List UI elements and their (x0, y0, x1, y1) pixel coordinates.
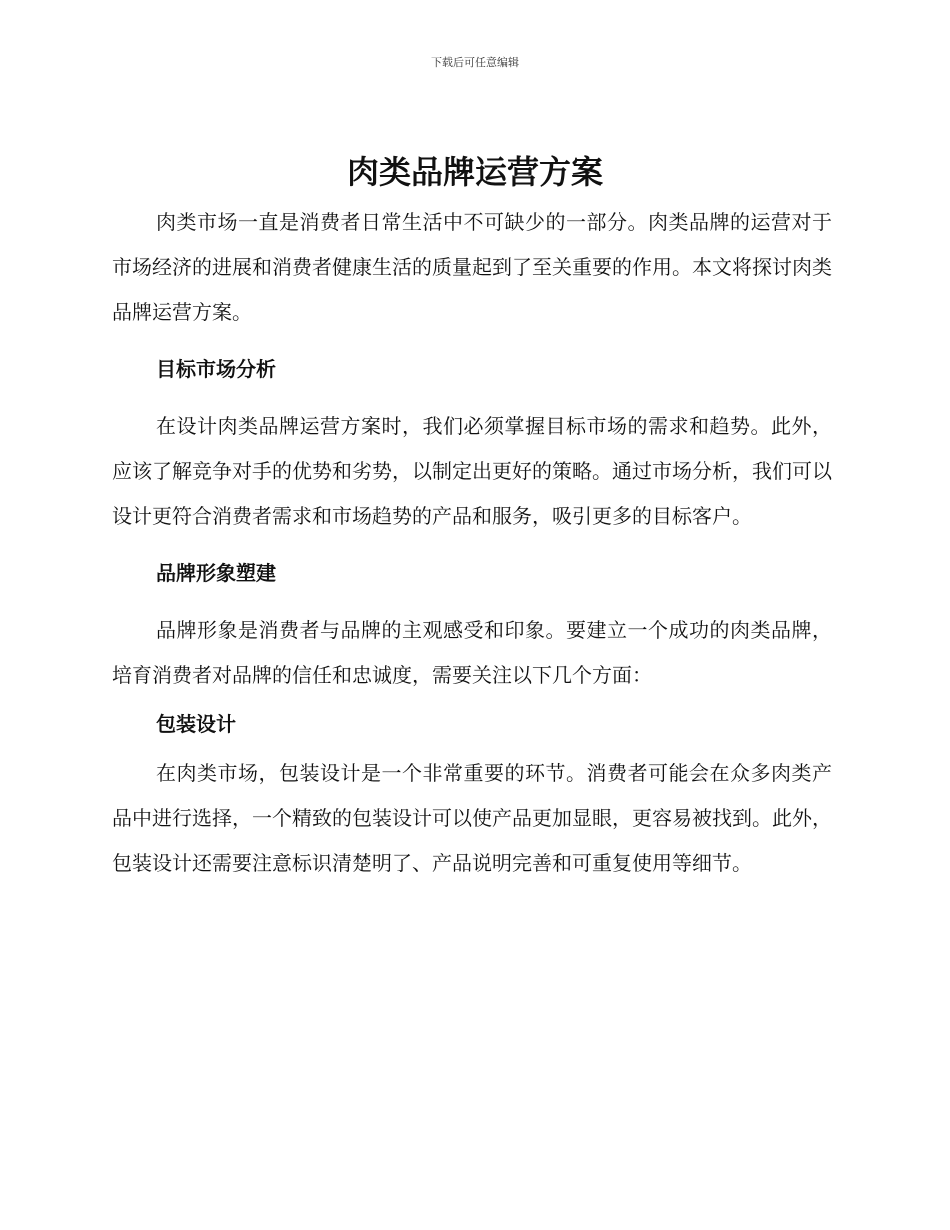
spacer (112, 596, 832, 608)
header-note: 下载后可任意编辑 (431, 56, 519, 69)
intro-paragraph: 肉类市场一直是消费者日常生活中不可缺少的一部分。肉类品牌的运营对于市场经济的进展和消费者健康生活的质量起到了至关重要的作用。本文将探讨肉类品牌运营方案。 (112, 210, 832, 324)
document-body (112, 200, 832, 886)
section-paragraph-packaging: 在肉类市场，包装设计是一个非常重要的环节。消费者可能会在众多肉类产品中进行选择，一个精致的包装设计可以使产品更加显眼，更容易被找到。此外，包装设计还需要注意标识清楚明了、产品说明完善和可重复使用等细节。 (112, 761, 832, 875)
spacer (112, 335, 832, 347)
spacer (112, 392, 832, 404)
section-paragraph-target-market: 在设计肉类品牌运营方案时，我们必须掌握目标市场的需求和趋势。此外，应该了解竞争对手的优势和劣势，以制定出更好的策略。通过市场分析，我们可以设计更符合消费者需求和市场趋势的产品和服务，吸引更多的目标客户。 (112, 414, 832, 528)
spacer (112, 539, 832, 551)
section-heading-packaging: 包装设计 (156, 712, 236, 736)
page-title: 肉类品牌运营方案 (346, 153, 603, 191)
section-heading-target-market: 目标市场分析 (156, 357, 276, 381)
section-paragraph-brand-image: 品牌形象是消费者与品牌的主观感受和印象。要建立一个成功的肉类品牌，培育消费者对品牌的信任和忠诚度，需要关注以下几个方面： (112, 618, 832, 687)
section-heading-brand-image: 品牌形象塑建 (156, 561, 276, 585)
